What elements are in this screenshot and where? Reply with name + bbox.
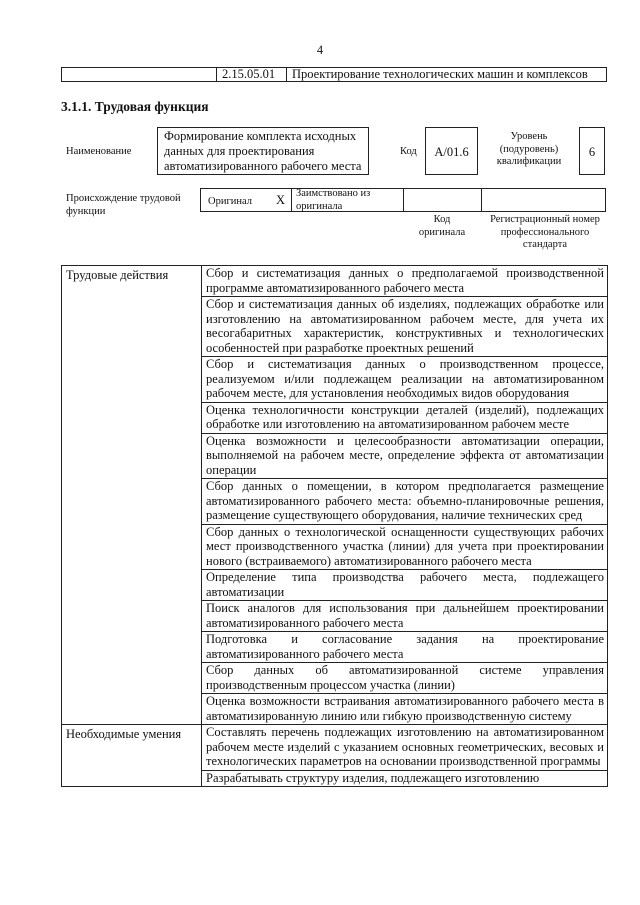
- original-label: Оригинал: [208, 196, 252, 207]
- table-cell: Сбор данных о технологической оснащенности существующих рабочих мест производственного участка (линии) для учета при проектировании нового (встраиваемого) автоматизированного рабочего места: [202, 524, 608, 570]
- table-cell: Сбор и систематизация данных об изделиях, подлежащих обработке или изготовлению на автоматизированном рабочем месте, для учета их весогабаритных характеристик, конструктивных и технологических особенностей при разработке проектных решений: [202, 297, 608, 357]
- header-code: 2.15.05.01: [222, 67, 276, 81]
- section-title: 3.1.1. Трудовая функция: [61, 99, 209, 114]
- divider: [286, 68, 287, 81]
- page-number: 4: [316, 43, 324, 57]
- divider: [216, 68, 217, 81]
- table-cell: Составлять перечень подлежащих изготовлению на автоматизированном рабочем месте изделий с указанием основных геометрических, весовых и технологических параметров на основании производственной программы: [202, 725, 608, 771]
- code-label: Код: [400, 146, 417, 157]
- original-check-mark: X: [276, 193, 286, 207]
- function-name-box: Формирование комплекта исходных данных для проектирования автоматизированного рабочего места: [157, 127, 369, 175]
- table-cell: Сбор данных о помещении, в котором предполагается размещение автоматизированного рабочего места: объемно-планировочные решения, размещение существующего оборудования, наличие технических сред: [202, 479, 608, 525]
- table-cell: Определение типа производства рабочего места, подлежащего автоматизации: [202, 570, 608, 601]
- borrowed-label: Заимствовано из оригинала: [296, 188, 371, 212]
- table-cell: Оценка возможности встраивания автоматизированного рабочего места в автоматизированную линию или гибкую производственную систему: [202, 694, 608, 725]
- table-cell: Оценка возможности и целесообразности автоматизации операции, выполняемой на рабочем месте, определение эффекта от автоматизации операции: [202, 433, 608, 479]
- header-title: Проектирование технологических машин и комплексов: [292, 67, 588, 81]
- origin-box: [200, 188, 606, 212]
- origin-label: Происхождение трудовой функции: [66, 193, 181, 217]
- function-code-box: A/01.6: [425, 127, 478, 175]
- table-cell: Подготовка и согласование задания на проектирование автоматизированного рабочего места: [202, 632, 608, 663]
- table-cell: Оценка технологичности конструкции деталей (изделий), подлежащих обработке или изготовлению на автоматизированном рабочем месте: [202, 402, 608, 433]
- divider: [403, 189, 404, 211]
- table-cell: Сбор и систематизация данных о производственном процессе, реализуемом и/или подлежащем реализации на автоматизированном рабочем месте, для установления необходимых видов оборудования: [202, 357, 608, 403]
- group-label: Необходимые умения: [62, 725, 202, 787]
- header-bar: [61, 67, 607, 82]
- labor-function-table: [61, 265, 608, 787]
- level-label: Уровень (подуровень) квалификации: [496, 131, 562, 167]
- divider: [481, 189, 482, 211]
- table-row: [62, 725, 608, 771]
- table-cell: Сбор и систематизация данных о предполагаемой производственной программе автоматизированного рабочего места: [202, 266, 608, 297]
- reg-number-caption: Регистрационный номер профессионального стандарта: [490, 214, 600, 250]
- code-original-caption: Код оригинала: [418, 214, 466, 238]
- table-cell: Сбор данных об автоматизированной системе управления производственным процессом участка (линии): [202, 663, 608, 694]
- level-box: 6: [579, 127, 605, 175]
- name-label: Наименование: [66, 146, 132, 157]
- table-cell: Поиск аналогов для использования при дальнейшем проектировании автоматизированного рабочего места: [202, 601, 608, 632]
- table-cell: Разрабатывать структуру изделия, подлежащего изготовлению: [202, 770, 608, 787]
- group-label: Трудовые действия: [62, 266, 202, 725]
- divider: [291, 189, 292, 211]
- table-row: [62, 266, 608, 297]
